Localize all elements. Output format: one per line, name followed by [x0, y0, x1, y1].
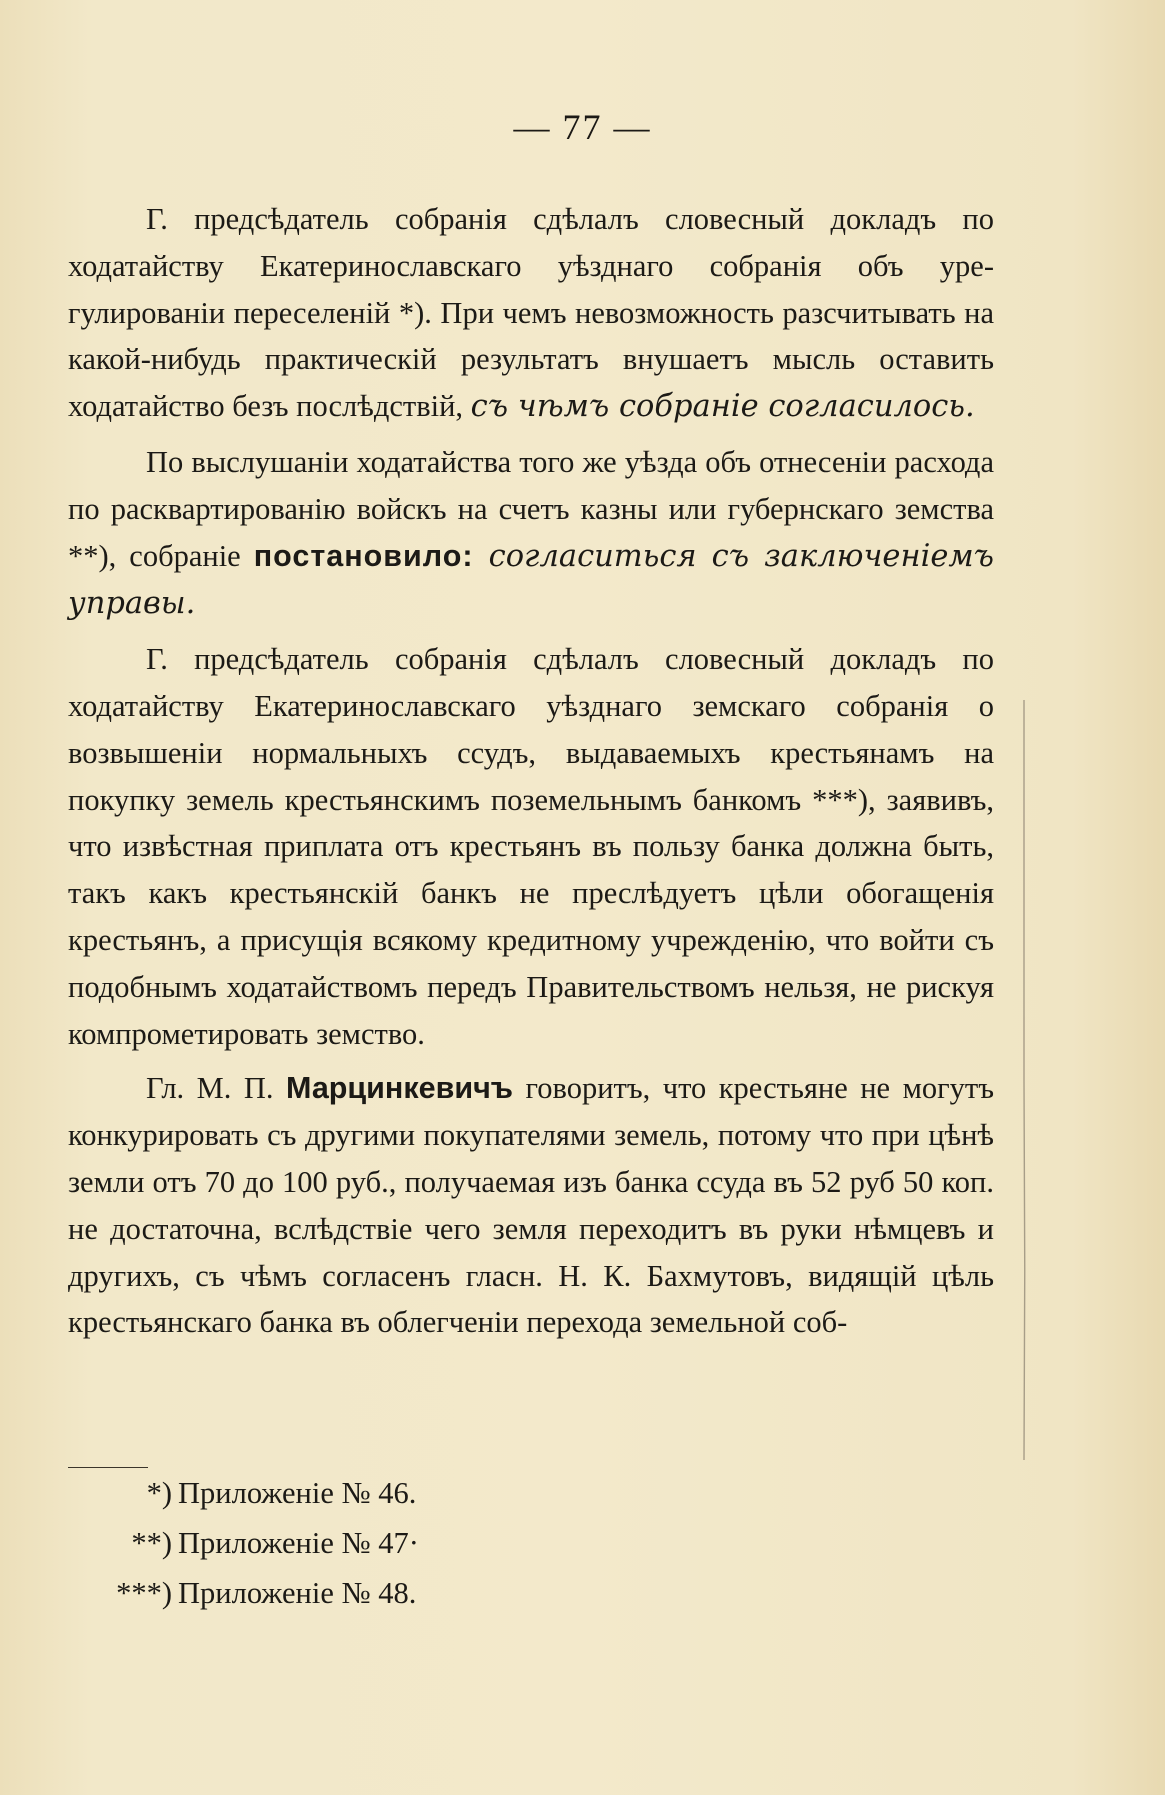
footnote-text: Приложеніе № 47·	[178, 1526, 419, 1560]
footnote-text: Приложеніе № 46.	[178, 1476, 417, 1510]
resolution-italic: съ чѣмъ собраніе согласилось.	[470, 389, 975, 425]
page-body	[68, 196, 994, 1346]
margin-pencil-line	[1022, 700, 1026, 1460]
paragraph-quartering	[68, 439, 994, 628]
page-number: — 77 —	[513, 107, 652, 147]
speaker-name: Марцинкевичъ	[286, 1071, 514, 1106]
paragraph-marcinkevich	[68, 1065, 994, 1346]
footnote-mark: **)	[131, 1526, 172, 1560]
paragraph-text: говоритъ, что крестьяне не могутъ конкурировать съ другими покупателями земель, потому что при цѣнѣ земли отъ 70 до 100 руб., получаемая изъ банка ссуда въ 52 руб 50 коп. не достаточна, вслѣдствіе чего земля переходитъ въ руки нѣмцевъ и другихъ, съ чѣмъ согласенъ гласн. Н. К. Бахмутовъ, видящій цѣль крестьянскаго банка въ облегченіи перехода земельной соб-	[68, 1071, 994, 1340]
footnote-item	[68, 1568, 768, 1618]
paragraph-resettlement	[68, 196, 994, 431]
footnote-mark: *)	[146, 1476, 172, 1510]
paragraph-text: Г. предсѣдатель собранія сдѣлалъ словесный докладъ по ходатайству Екатеринославскаго уѣзднаго собранія объ урегулированіи переселеній *). При чемъ невозможность разсчитывать на какой-нибудь практическій результатъ внушаетъ мысль оставить ходатайство безъ послѣдствій,	[68, 202, 994, 424]
footnotes	[68, 1468, 768, 1618]
paragraph-text: По выслушаніи ходатайства того же уѣзда объ отнесеніи расхода по расквартированію войскъ на счетъ казны или губернскаго земства **), собраніе	[68, 444, 994, 573]
paragraph-peasant-loans	[68, 636, 994, 1057]
footnote-item	[68, 1468, 768, 1518]
decision-keyword: постановило:	[253, 538, 474, 573]
speaker-title: Гл. М. П.	[146, 1071, 287, 1106]
footnote-mark: ***)	[116, 1576, 172, 1610]
footnote-text: Приложеніе № 48.	[178, 1576, 417, 1610]
paragraph-text: Г. предсѣдатель собранія сдѣлалъ словесный докладъ по ходатайству Екатеринославскаго уѣзднаго земскаго собранія о возвышеніи нормальныхъ ссудъ, выдаваемыхъ крестьянамъ на покупку земель крестьянскимъ поземельнымъ банкомъ ***), заявивъ, что извѣстная приплата отъ крестьянъ въ пользу банка должна быть, такъ какъ крестьянскій банкъ не преслѣдуетъ цѣли обогащенія крестьянъ, а присущія всякому кредитному учрежденію, что войти съ подобнымъ ходатайствомъ передъ Правительствомъ нельзя, не рискуя компрометировать земство.	[68, 642, 994, 1051]
footnote-item	[68, 1518, 768, 1568]
resolution-italic: согласиться съ заключеніемъ управы.	[68, 538, 994, 622]
